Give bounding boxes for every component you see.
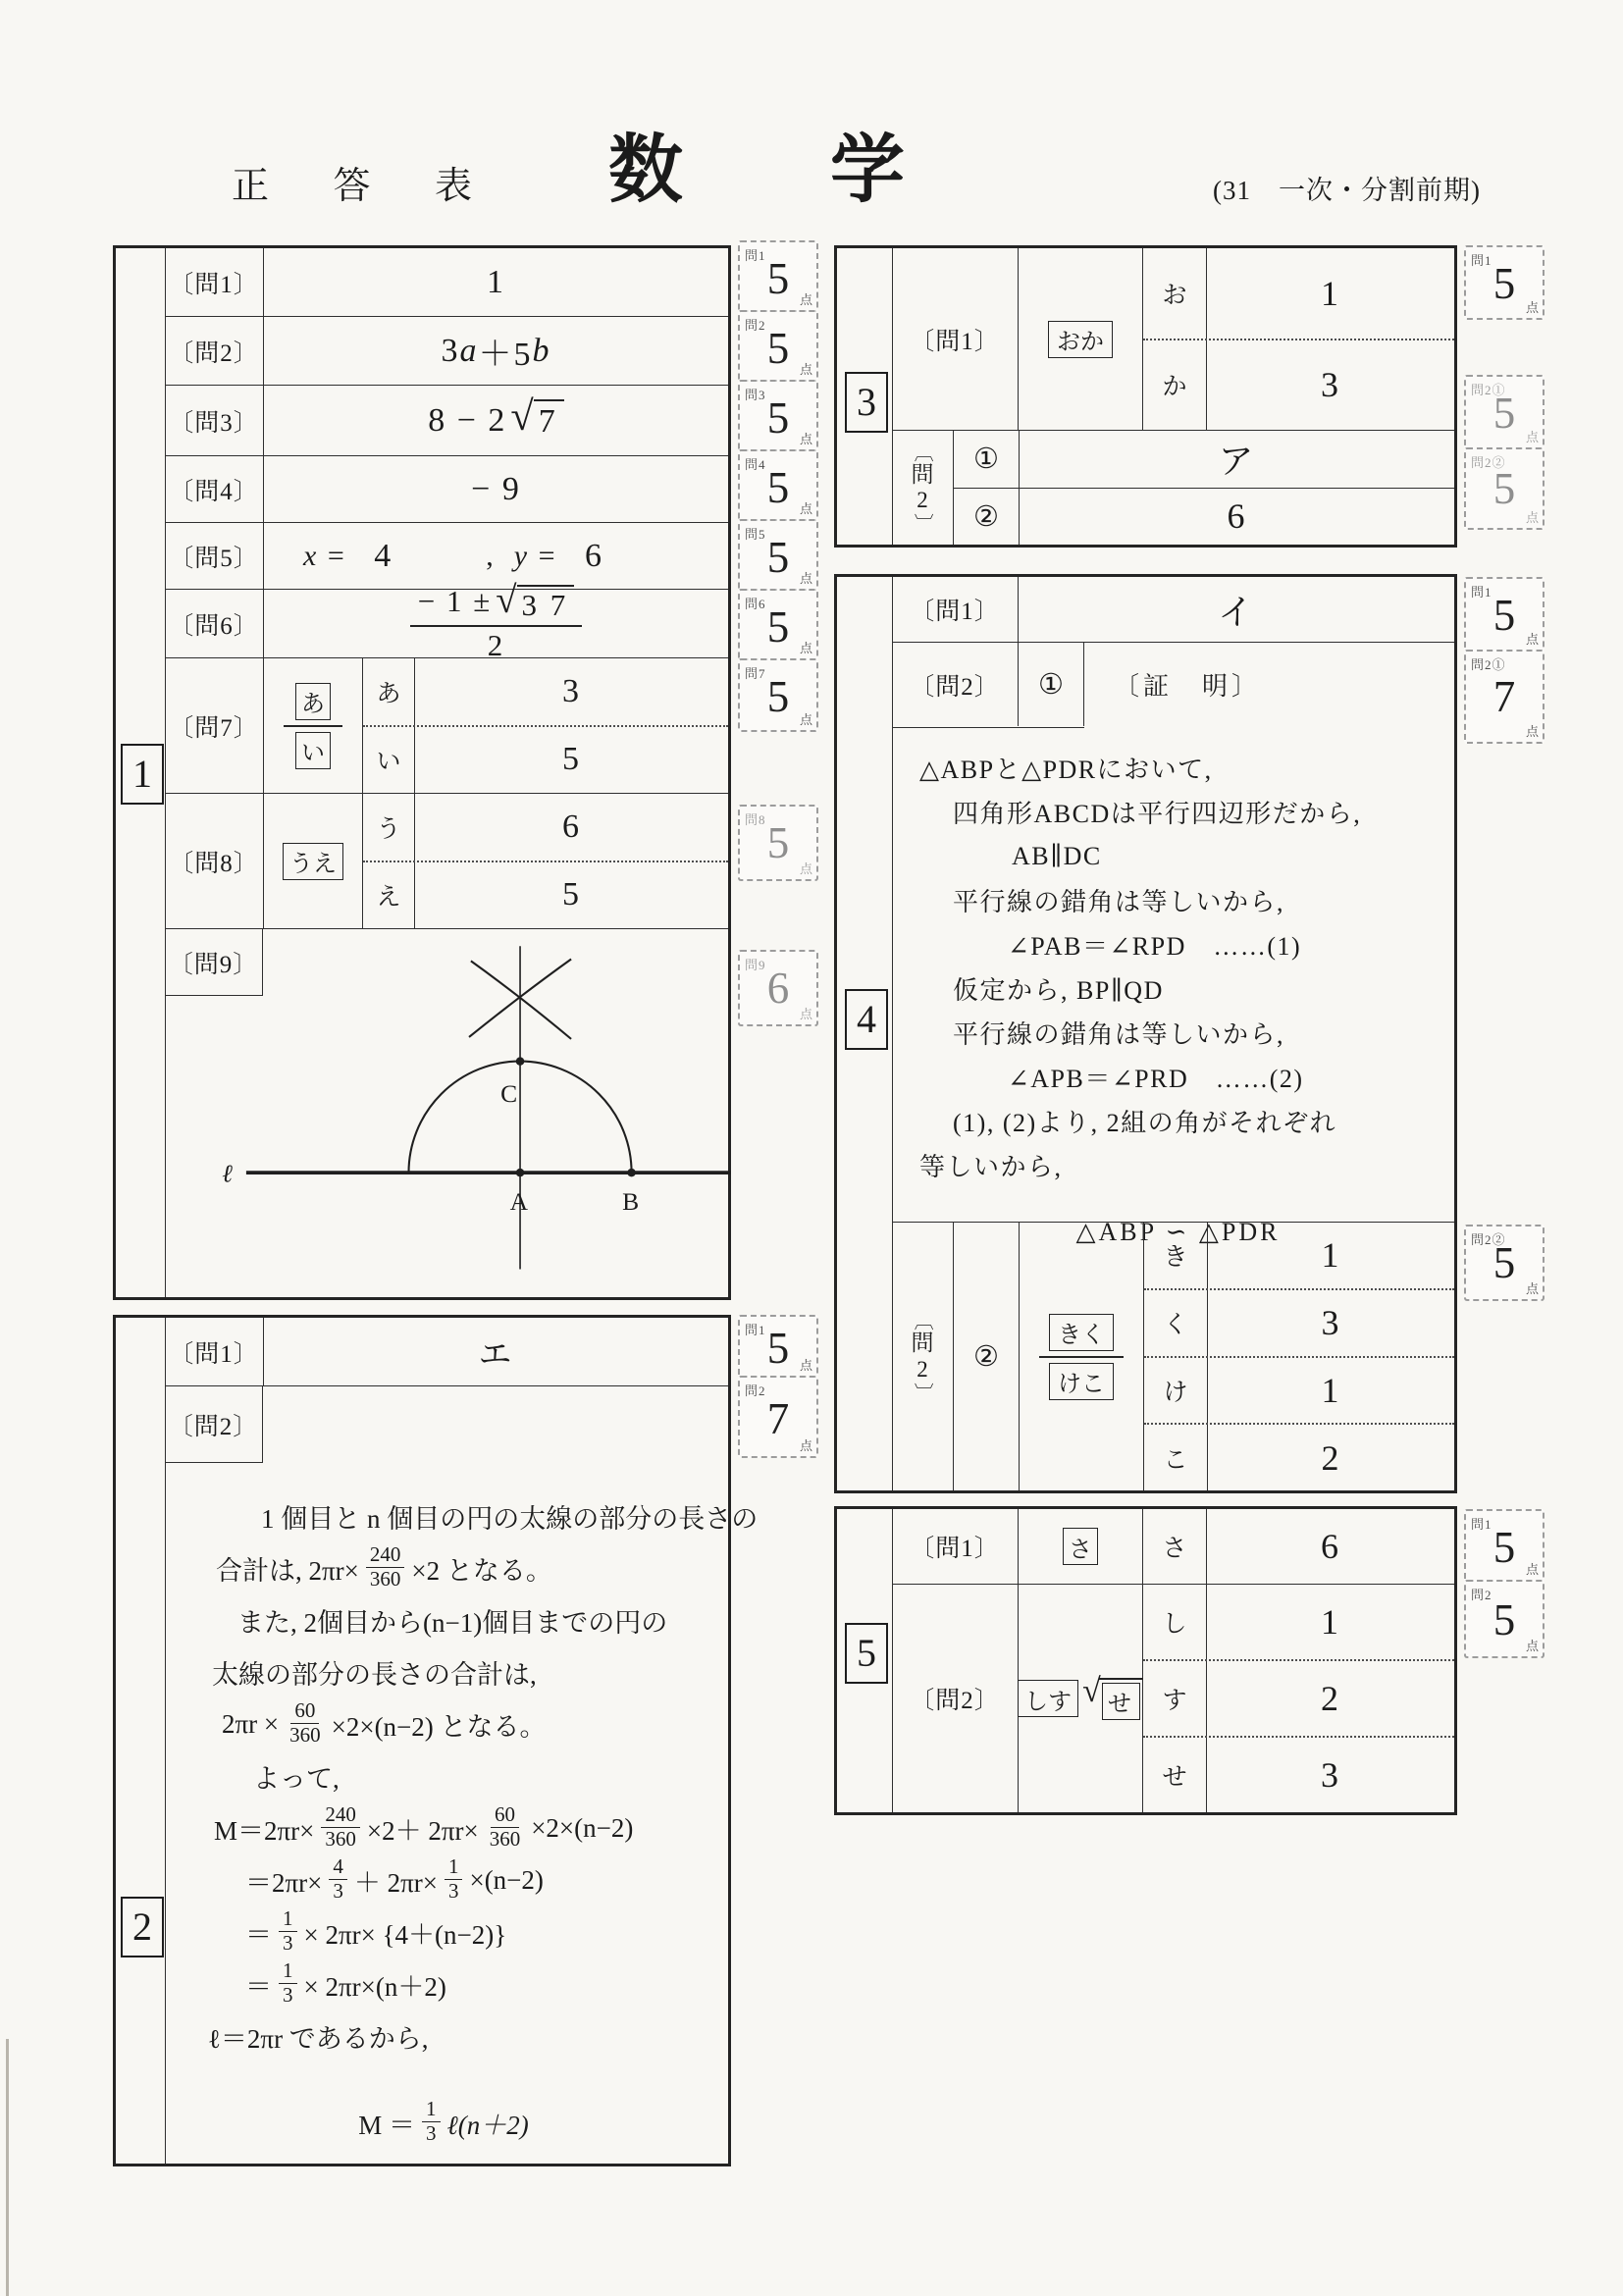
construction-row [165, 929, 728, 1297]
solution-line: 1 個目と n 個目の円の太線の部分の長さの [261, 1504, 759, 1534]
scan-edge-artifact [6, 2039, 9, 2296]
kana-label: う [363, 794, 415, 861]
question-row [165, 456, 728, 523]
question-label: 〔問1〕 [892, 1509, 1019, 1584]
score-badge: 問2① 5 点 [1464, 375, 1544, 449]
point-c-label: C [500, 1079, 518, 1109]
answer-value: 3 [562, 672, 581, 709]
section-number-column [837, 577, 893, 1490]
answer-value: 5 [562, 876, 581, 913]
answer-part: 3 [441, 332, 460, 369]
text-part: 2πr × [222, 1709, 280, 1739]
section-number: 4 [845, 989, 888, 1050]
question-label: 〔問1〕 [892, 248, 1019, 430]
question-label: 〔問8〕 [165, 794, 264, 928]
sub-row [1144, 1223, 1454, 1288]
score-badge: 問1 5 点 [1464, 245, 1544, 320]
sub-row [1144, 1356, 1454, 1424]
table-2 [113, 1315, 759, 2166]
label-char: 問 [911, 461, 934, 487]
answer-value: 2 [1321, 1679, 1340, 1718]
answer-value: ア [1218, 442, 1256, 482]
answer-format-cell [1019, 1509, 1143, 1584]
kana-box: せ [1102, 1683, 1140, 1720]
question-row [165, 794, 728, 929]
score-badge: 問7 5 点 [738, 658, 818, 732]
question-label: 〔問5〕 [165, 523, 264, 589]
question-label: 〔問3〕 [165, 386, 264, 455]
answer-value: 1 [1321, 273, 1340, 313]
question-label: 〔問1〕 [892, 577, 1019, 642]
question-row [165, 523, 728, 590]
question-row [165, 1318, 728, 1386]
bracket: 〕 [912, 513, 933, 534]
question-row [165, 578, 728, 662]
proof-title: 〔証 明〕 [1114, 672, 1262, 701]
inline-fraction: $\frac{1}{3}$ [445, 1855, 463, 1903]
question-row [892, 1585, 1454, 1812]
question-row [165, 658, 728, 794]
sqrt-sign: √ [1082, 1672, 1101, 1709]
kana-label: い [363, 727, 415, 794]
sqrt-sign: √ [496, 578, 519, 621]
sub-row [1144, 1288, 1454, 1356]
solution-line [165, 1542, 722, 1594]
kana-label: く [1144, 1290, 1208, 1356]
score-badge: 問2 5 点 [1464, 1580, 1544, 1658]
proof-line: 平行線の錯角は等しいから, [953, 888, 1285, 916]
solution-line: 太線の部分の長さの合計は, [212, 1660, 537, 1690]
sub-row [1143, 1585, 1454, 1659]
kana-label: あ [363, 658, 415, 725]
partial-border [892, 727, 1084, 728]
text-part: ＝2πr× [245, 1868, 323, 1898]
solution-line: ℓ＝2πr であるから, [208, 2024, 429, 2054]
answer-format-cell [264, 658, 363, 793]
question-label-vertical [892, 431, 954, 545]
text-part: ℓ(n＋2) [446, 2110, 529, 2140]
solution-line: また, 2個目から(n−1)個目までの円の [237, 1608, 668, 1638]
question-label: 〔問2〕 [892, 1585, 1019, 1812]
score-badge: 問6 5 点 [738, 589, 818, 660]
answer-value: 3 [1321, 1755, 1340, 1795]
score-badge: 問2② 5 点 [1464, 1225, 1544, 1301]
question-row [165, 317, 728, 386]
inline-fraction: 1 3 [422, 2098, 441, 2145]
score-badge: 問5 5 点 [738, 519, 818, 591]
section-number: 3 [845, 372, 888, 433]
answer-part: a [459, 332, 479, 369]
inline-fraction: $\frac{60}{360}$ [289, 1698, 321, 1747]
table-3 [834, 245, 1457, 548]
subject-title: 数学 [608, 130, 1052, 212]
text-part: × 2πr× {4＋(n−2)} [303, 1920, 507, 1950]
comma: , [486, 539, 496, 572]
fraction-bar [1039, 1356, 1124, 1358]
sub-row [363, 658, 728, 725]
written-solution [165, 1465, 759, 2160]
solution-line [165, 1802, 722, 1854]
text-part: ×2 となる。 [411, 1556, 552, 1586]
construction-diagram [194, 933, 744, 1278]
radicand: 3 7 [517, 585, 575, 623]
circled-number: ② [954, 1223, 1020, 1490]
x-value: 4 [374, 537, 393, 574]
proof-body [892, 726, 1454, 1246]
kana-label: お [1143, 248, 1207, 339]
score-badge: 問1 5 点 [1464, 577, 1544, 652]
answer-value: 1 [487, 263, 505, 300]
kana-box: あ [295, 683, 331, 720]
section-number-column [116, 248, 166, 1297]
answer-format-cell [264, 794, 363, 928]
text-part: ＝ [245, 1972, 272, 2002]
solution-line [165, 1854, 722, 1906]
proof-line: AB∥DC [1012, 841, 1102, 870]
answer-value: イ [1217, 592, 1255, 632]
kana-box: しす [1018, 1680, 1078, 1717]
equals: = [327, 539, 346, 572]
question-row [892, 1509, 1454, 1585]
kana-label: け [1144, 1358, 1208, 1424]
score-badge: 問2② 5 点 [1464, 447, 1544, 530]
sub-answers [363, 658, 728, 793]
circled-number: ① [954, 431, 1020, 488]
question-label: 〔問1〕 [165, 248, 264, 316]
answer-part: ＋5 [478, 337, 533, 373]
question2-section [892, 431, 1454, 545]
kana-label: せ [1143, 1738, 1207, 1812]
point-a-label: A [509, 1186, 529, 1216]
question-label: 〔問2〕 [892, 643, 1019, 726]
text-part: ＋ 2πr× [353, 1868, 438, 1898]
kana-box: い [295, 732, 331, 769]
sub-row [1143, 1659, 1454, 1736]
text-part: ×2×(n−2) [531, 1813, 634, 1843]
kana-label: き [1144, 1223, 1208, 1288]
answer-value: − 9 [471, 470, 521, 507]
question-label: 〔問6〕 [165, 590, 264, 657]
var-y: y [513, 539, 530, 572]
answer-value: 2 [1321, 1437, 1341, 1478]
text-part: 合計は, 2πr× [216, 1556, 359, 1586]
question-label: 〔問2〕 [165, 317, 264, 385]
bracket: 〔 [912, 442, 933, 462]
proof-line: 四角形ABCDは平行四辺形だから, [953, 800, 1362, 828]
proof-line: 等しいから, [919, 1153, 1063, 1181]
proof-line: △ABPと△PDRにおいて, [919, 756, 1213, 784]
kana-label: え [363, 862, 415, 929]
sub-row [1143, 339, 1454, 431]
question-row [165, 386, 728, 456]
fraction [410, 578, 583, 662]
proof-line: 平行線の錯角は等しいから, [953, 1020, 1285, 1049]
section-number: 2 [121, 1897, 164, 1957]
kana-box: さ [1063, 1528, 1098, 1565]
sub-row [1144, 1423, 1454, 1490]
proof-line: ∠APB＝∠PRD ……(2) [1008, 1065, 1304, 1093]
label-char: 問 [911, 1331, 934, 1356]
kana-box: けこ [1049, 1363, 1114, 1400]
inline-fraction: $\frac{240}{360}$ [366, 1543, 405, 1591]
question-row [165, 248, 728, 317]
sub-row [363, 794, 728, 861]
answer-value: 1 [1321, 1370, 1341, 1410]
radical [510, 393, 563, 442]
answer-value: エ [478, 1337, 514, 1374]
answer-value [264, 386, 728, 455]
proof-conclusion: △ABP ∽ △PDR [1075, 1218, 1281, 1246]
inline-fraction: $\frac{240}{360}$ [321, 1803, 360, 1851]
var-x: x [303, 539, 319, 572]
text-part: M ＝ [358, 2110, 416, 2140]
sub-row [363, 861, 728, 929]
score-badge: 問8 5 点 [738, 805, 818, 881]
y-value: 6 [585, 537, 603, 574]
bracket: 〕 [912, 1382, 933, 1402]
text-part: × 2πr×(n＋2) [303, 1972, 446, 2002]
text-part: ×2×(n−2) となる。 [331, 1712, 547, 1742]
kana-label: か [1143, 340, 1207, 431]
inline-fraction: $\frac{1}{3}$ [279, 1907, 297, 1955]
radical [1082, 1672, 1143, 1720]
kana-fraction-box [284, 683, 342, 769]
text-part: ×(n−2) [469, 1865, 544, 1895]
text-part: M＝2πr× [214, 1816, 315, 1846]
solution-line [165, 1698, 722, 1750]
question-label: 〔問1〕 [165, 1318, 264, 1385]
solution-line: よって, [253, 1764, 340, 1794]
sub-answers [363, 794, 728, 928]
answer-value: 1 [1321, 1235, 1341, 1276]
answer-value [264, 578, 728, 662]
answer-part: b [532, 332, 551, 369]
section-number: 5 [845, 1623, 888, 1684]
proof-line: 仮定から, BP∥QD [953, 976, 1164, 1005]
sub-row [1143, 1736, 1454, 1812]
score-badge: 問1 5 点 [738, 240, 818, 312]
question-label: 〔問9〕 [165, 929, 263, 996]
solution-result-line [165, 2094, 722, 2151]
table-4 [834, 574, 1457, 1493]
answer-value: 3 [1321, 1303, 1341, 1343]
score-badge: 問1 5 点 [1464, 1509, 1544, 1582]
numerator-part: − 1 ± [417, 583, 493, 618]
bracket: 〔 [912, 1311, 933, 1331]
answer-value: 3 [1321, 365, 1340, 405]
score-badge: 問1 5 点 [738, 1315, 818, 1378]
question-label: 〔問7〕 [165, 658, 264, 793]
section-number: 1 [121, 744, 164, 805]
sub-row [1143, 248, 1454, 339]
kana-box: おか [1048, 321, 1113, 358]
solution-line [165, 1906, 722, 1958]
answer-value: 5 [562, 741, 581, 778]
sub-question-row [954, 431, 1454, 488]
section-number-column [837, 1509, 893, 1812]
answer-value: 6 [562, 808, 581, 845]
question-row [892, 248, 1454, 431]
text-part: ×2＋ 2πr× [366, 1816, 479, 1846]
question-label: 〔問2〕 [165, 1386, 263, 1463]
proof-line: ∠PAB＝∠RPD ……(1) [1008, 932, 1302, 961]
answer-format-cell [1020, 1223, 1144, 1490]
answer-format-cell [1019, 1585, 1143, 1812]
answer-value: 1 [1321, 1602, 1340, 1642]
score-badge: 問3 5 点 [738, 380, 818, 451]
score-badge: 問9 6 点 [738, 950, 818, 1026]
question-row [892, 577, 1454, 643]
section-number-column [116, 1318, 166, 2164]
sub-answers [1143, 1585, 1454, 1812]
question-label-vertical [892, 1223, 954, 1490]
kana-label: こ [1144, 1425, 1208, 1490]
inline-fraction: $\frac{60}{360}$ [489, 1802, 521, 1851]
answer-value: 6 [1321, 1527, 1340, 1566]
text-part: ＝ [245, 1920, 272, 1950]
question-row [892, 643, 1454, 726]
label-char: 2 [916, 488, 928, 512]
question-label: 〔問4〕 [165, 456, 264, 522]
fraction-bar [284, 725, 342, 727]
kana-label: さ [1143, 1509, 1207, 1584]
sub-answers [1144, 1223, 1454, 1490]
kana-fraction-box [1039, 1314, 1124, 1400]
answer-value [264, 317, 728, 385]
circled-number: ② [954, 489, 1020, 546]
point-b-label: B [622, 1186, 640, 1216]
radicand: 7 [534, 399, 564, 441]
inline-fraction: $\frac{1}{3}$ [279, 1959, 297, 2007]
line-l-label: ℓ [222, 1159, 233, 1188]
kana-label: し [1143, 1585, 1207, 1659]
solution-line [165, 1958, 722, 2010]
sheet-title: 正 答 表 [232, 166, 500, 207]
answer-part: 8 − 2 [428, 401, 507, 439]
exam-note: (31 一次・分割前期) [1213, 176, 1481, 205]
question2-2-section [892, 1222, 1454, 1490]
circled-number: ① [1019, 643, 1084, 726]
kana-box: きく [1049, 1314, 1114, 1351]
sub-answers [1143, 248, 1454, 430]
inline-fraction: $\frac{4}{3}$ [329, 1855, 347, 1903]
proof-line: (1), (2)より, 2組の角がそれぞれ [953, 1109, 1337, 1137]
kana-label: す [1143, 1661, 1207, 1736]
score-badge: 問2 7 点 [738, 1376, 818, 1458]
denominator: 2 [487, 627, 505, 662]
table-5 [834, 1506, 1457, 1815]
sqrt-sign: √ [510, 393, 536, 441]
sub-row [363, 725, 728, 794]
table-1 [113, 245, 731, 1300]
sub-question-row [954, 488, 1454, 546]
answer-format-cell [1019, 248, 1143, 430]
section-number-column [837, 248, 893, 545]
label-char: 2 [916, 1356, 928, 1382]
equals: = [538, 539, 557, 572]
score-badge: 問2 5 点 [738, 310, 818, 382]
kana-box: うえ [283, 843, 343, 880]
score-badge: 問2① 7 点 [1464, 650, 1544, 744]
score-badge: 問4 5 点 [738, 449, 818, 521]
answer-value: 6 [1227, 496, 1247, 537]
